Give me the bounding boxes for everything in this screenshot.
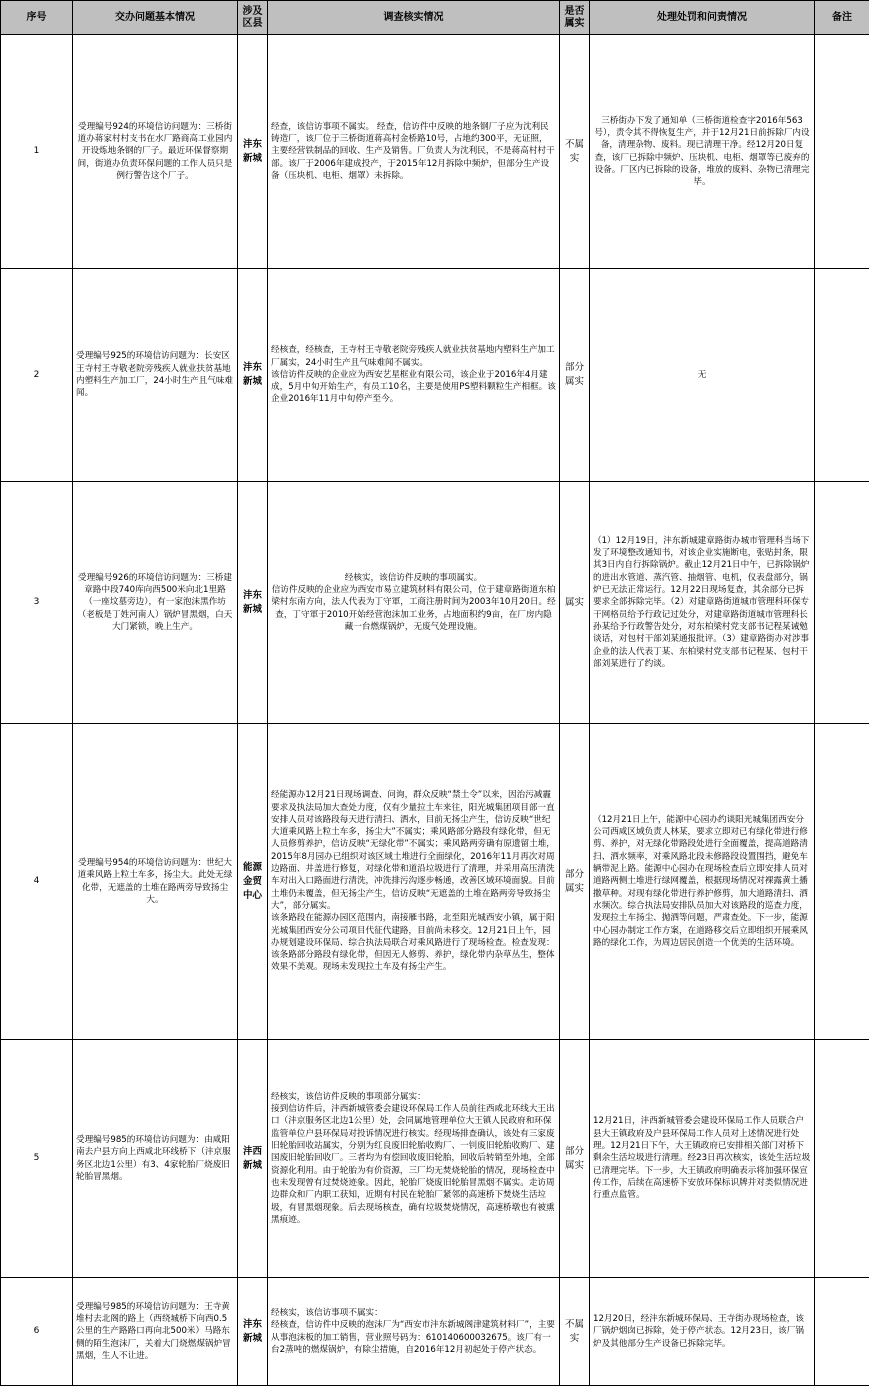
header-remark: 备注 xyxy=(815,1,869,35)
row-seq: 1 xyxy=(1,35,73,269)
row-handling: 无 xyxy=(590,269,815,482)
table-row xyxy=(1,1040,869,1278)
row-seq: 6 xyxy=(1,1278,73,1386)
row-seq: 5 xyxy=(1,1040,73,1278)
row-remark xyxy=(815,269,869,482)
row-area: 沣东新城 xyxy=(238,35,268,269)
row-remark xyxy=(815,35,869,269)
row-seq: 4 xyxy=(1,724,73,1040)
table-row xyxy=(1,724,869,1040)
row-issue: 受理编号985的环境信访问题为：王寺黄堆村去北阁的路上（西绕城桥下向西0.5公里的生产路路口再向北500米）马路东侧的陌生泡沫厂，关着大门烧燃煤锅炉冒黑烟，生人不让进。 xyxy=(73,1278,238,1386)
row-area: 能源金贸中心 xyxy=(238,724,268,1040)
header-investigation: 调查核实情况 xyxy=(268,1,560,35)
row-investigation: 经核实，该信访件反映的事项部分属实： 接到信访件后，沣西新城管委会建设环保局工作人员前往西咸北环线大王出口（沣京服务区北边1公里）处，会同属地管理单位大王镇人民政府和环保监管单位户县环保局对投诉情况进行核实。经现场排查确认，该处有三家废旧轮胎回收站属实，分别为红良废旧轮胎收购厂、一钊废旧轮胎收购厂、建国废旧轮胎回收厂。三者均为有偿回收废旧轮胎，回收后转销至外地，全部资源化利用。由于轮胎为有价资源，三厂均无焚烧轮胎的情况，现场检查中也未发现曾有过焚烧迹象。因此，轮胎厂烧废旧轮胎冒黑烟不属实。走访周边群众和厂内职工获知，近期有村民在轮胎厂紧邻的高速桥下焚烧生活垃圾，有冒黑烟现象。后去现场核查，确有垃圾焚烧情况，高速桥墩也有被熏黑痕迹。 xyxy=(268,1040,560,1278)
table-row xyxy=(1,482,869,724)
row-status: 部分属实 xyxy=(560,269,590,482)
table-row xyxy=(1,1278,869,1386)
row-area: 沣东新城 xyxy=(238,269,268,482)
row-seq: 3 xyxy=(1,482,73,724)
row-investigation: 经能源办12月21日现场调查、问询，群众反映“禁土令”以来，因治污减霾要求及执法局加大查处力度，仅有少量拉土车来往，阳光城集团项目部一直安排人员对该路段每天进行清扫、洒水，目前无扬尘产生，信访反映“世纪大道乘风路上粒土车多，扬尘大”不属实；乘风路部分路段有绿化带，但无人员修剪养护，信访反映“无绿化带”不属实；乘风路两旁确有原遗留土堆，2015年8月园办已组织对该区域土堆进行全面绿化，2016年11月再次对周边路面、井盖进行修复，对绿化带和道沿垃圾进行了清理，并采用高压清洗车对出入口路面进行清洗，冲洗排污沟逐步畅通，改善区域环境面貌。目前土堆仍未覆盖，但无扬尘产生，信访反映“无遮盖的土堆在路两旁导致扬尘大”，部分属实。 该条路段在能源办园区范围内，南接雁书路，北至阳光城西安小镇，属于阳光城集团西安分公司项目代征代建路，目前尚未移交。12月21日上午，园办规划建设环保局、综合执法局联合对乘风路进行了现场检查。检查发现：该条路部分路段有绿化带，但因无人修剪、养护，绿化带内杂草丛生，整体效果不美观。现场未发现拉土车及有扬尘产生。 xyxy=(268,724,560,1040)
row-handling: 三桥街办下发了通知单（三桥街道检查字2016年563号），责令其不得恢复生产，并于12月21日前拆除厂内设备，清理杂物、废料。现已清理干净。经12月20日复查，该厂已拆除中频炉、压块机、电柜、烟罩等已废弃的设备。厂区内已拆除的设备，堆放的废料、杂物已清理完毕。 xyxy=(590,35,815,269)
header-issue: 交办问题基本情况 xyxy=(73,1,238,35)
header-seq: 序号 xyxy=(1,1,73,35)
row-status: 不属实 xyxy=(560,35,590,269)
row-issue: 受理编号925的环境信访问题为：长安区王寺村王寺敬老院旁残疾人就业扶贫基地内塑料生产加工厂，24小时生产且气味难闻。 xyxy=(73,269,238,482)
row-investigation: 经查，该信访事项不属实。 经查，信访件中反映的地条钢厂子应为沈利民铸造厂，该厂位于三桥街道蒋高村金桥路10号，占地约300平，无证照，主要经营铁制品的回收、生产及销售。厂负责人为沈利民，不是蒋高村村干部。该厂于2006年建成投产，于2015年12月拆除中频炉，但部分生产设备（压块机、电柜、烟罩）未拆除。 xyxy=(268,35,560,269)
row-remark xyxy=(815,482,869,724)
row-investigation: 经核查，经核查，王寺村王寺敬老院旁残疾人就业扶贫基地内塑料生产加工厂属实，24小时生产且气味难闻不属实。 该信访件反映的企业应为西安艺星框业有限公司，该企业于2016年4月建成，5月中旬开始生产，有员工10名，主要是使用PS塑料颗粒生产相框。该企业2016年11月中旬停产至今。 xyxy=(268,269,560,482)
row-handling: （1）12月19日，沣东新城建章路街办城市管理科当场下发了环境整改通知书，对该企业实施断电，张贴封条，限其3日内自行拆除锅炉。截止12月21日中午，已拆除锅炉的进出水管道、蒸汽管、抽烟管、电机，仪表盘部分，锅炉已无法正常运行。12月22日现场复查，其余部分已拆要求全部拆除完毕。（2）对建章路街道城市管理科环保专干网格员给予行政记过处分，对建章路街道城市管理科长孙某给予行政警告处分，对东柏梁村党支部书记程某诫勉谈话，对包村干部刘某通报批评。（3）建章路街办对涉事企业的法人代表丁某、东柏梁村党支部书记程某、包村干部刘某进行了约谈。 xyxy=(590,482,815,724)
row-issue: 受理编号985的环境信访问题为：由咸阳南去户县方向上西咸北环线桥下（沣京服务区北边1公里）有3、4家轮胎厂烧废旧轮胎冒黑烟。 xyxy=(73,1040,238,1278)
row-issue: 受理编号924的环境信访问题为：三桥街道办蒋家村村支书在水厂路商高工业园内开设炼地条钢的厂子。最近环保督察期间，街道办负责环保问题的工作人员只是例行警告这个厂子。 xyxy=(73,35,238,269)
table-row xyxy=(1,35,869,269)
row-area: 沣东新城 xyxy=(238,1278,268,1386)
row-status: 部分属实 xyxy=(560,724,590,1040)
table-row xyxy=(1,269,869,482)
row-investigation: 经核实，该信访事项不属实： 经核查，信访件中反映的泡沫厂为“西安市沣东新城阁津建筑材料厂”，主要从事泡沫板的加工销售，营业照号码为：610140600032675。该厂有一台2蒸吨的燃煤锅炉，有除尘措施，自2016年12月初起处于停产状态。 xyxy=(268,1278,560,1386)
row-remark xyxy=(815,724,869,1040)
row-status: 不属实 xyxy=(560,1278,590,1386)
header-status: 是否属实 xyxy=(560,1,590,35)
row-issue: 受理编号954的环境信访问题为：世纪大道乘风路上粒土车多，扬尘大。此处无绿化带，无遮盖的土堆在路两旁导致扬尘大。 xyxy=(73,724,238,1040)
row-area: 沣东新城 xyxy=(238,482,268,724)
row-issue: 受理编号926的环境信访问题为：三桥建章路中段740库向西500米向北1里路（一座坟墓旁边），有一家泡沫黑作坊（老板是丁姓河南人）锅炉冒黑烟，白天大门紧锁，晚上生产。 xyxy=(73,482,238,724)
row-investigation: 经核实，该信访件反映的事项属实。 信访件反映的企业应为西安市易立建筑材料有限公司，位于建章路街道东柏梁村东南方向，法人代表为丁守軍，工商注册时间为2003年10月20日。经查，丁守軍于2010开始经营泡沫加工业务，占地面积约9亩，在厂房内隐藏一台燃煤锅炉，无废气处理设施。 xyxy=(268,482,560,724)
header-area: 涉及区县 xyxy=(238,1,268,35)
row-remark xyxy=(815,1040,869,1278)
row-area: 沣西新城 xyxy=(238,1040,268,1278)
row-seq: 2 xyxy=(1,269,73,482)
row-status: 属实 xyxy=(560,482,590,724)
row-status: 部分属实 xyxy=(560,1040,590,1278)
row-handling: 12月21日，沣西新城管委会建设环保局工作人员联合户县大王镇政府及户县环保局工作人员对上述情况进行处理。12月21日下午，大王镇政府已安排相关部门对桥下剩余生活垃圾进行清理。经23日再次核实，该处生活垃圾已清理完毕。下一步，大王镇政府明确表示将加强环保宣传工作，后续在高速桥下安放环保标识牌并对类似情况进行重点监管。 xyxy=(590,1040,815,1278)
header-row xyxy=(1,1,869,35)
row-handling: 12月20日，经沣东新城环保局、王寺街办现场检查，该厂锅炉烟囱已拆除，处于停产状态。12月23日，该厂锅炉及其他部分生产设备已拆除完毕。 xyxy=(590,1278,815,1386)
row-handling: （12月21日上午，能源中心园办约谈阳光城集团西安分公司西咸区域负责人林某，要求立即对已有绿化带进行修剪、养护，对无绿化带路段处进行全面覆盖，提高道路清扫、洒水频率，对乘风路北段未修路段设置围挡，避免车辆带泥上路。能源中心园办在现场检查后立即安排人员对道路两侧土堆进行绿网覆盖，根据现场情况对裸露黄土播撒草种。对现有绿化带进行养护修剪，加大道路清扫、洒水频次。综合执法局安排队员加大对该路段的巡查力度，发现拉土车扬尘、抛洒等问题，严肃查处。下一步，能源中心园办制定工作方案，在道路移交后立即组织开展乘风路的绿化工作，为周边居民创造一个优美的生活环境。 xyxy=(590,724,815,1040)
header-handling: 处理处罚和问责情况 xyxy=(590,1,815,35)
row-remark xyxy=(815,1278,869,1386)
